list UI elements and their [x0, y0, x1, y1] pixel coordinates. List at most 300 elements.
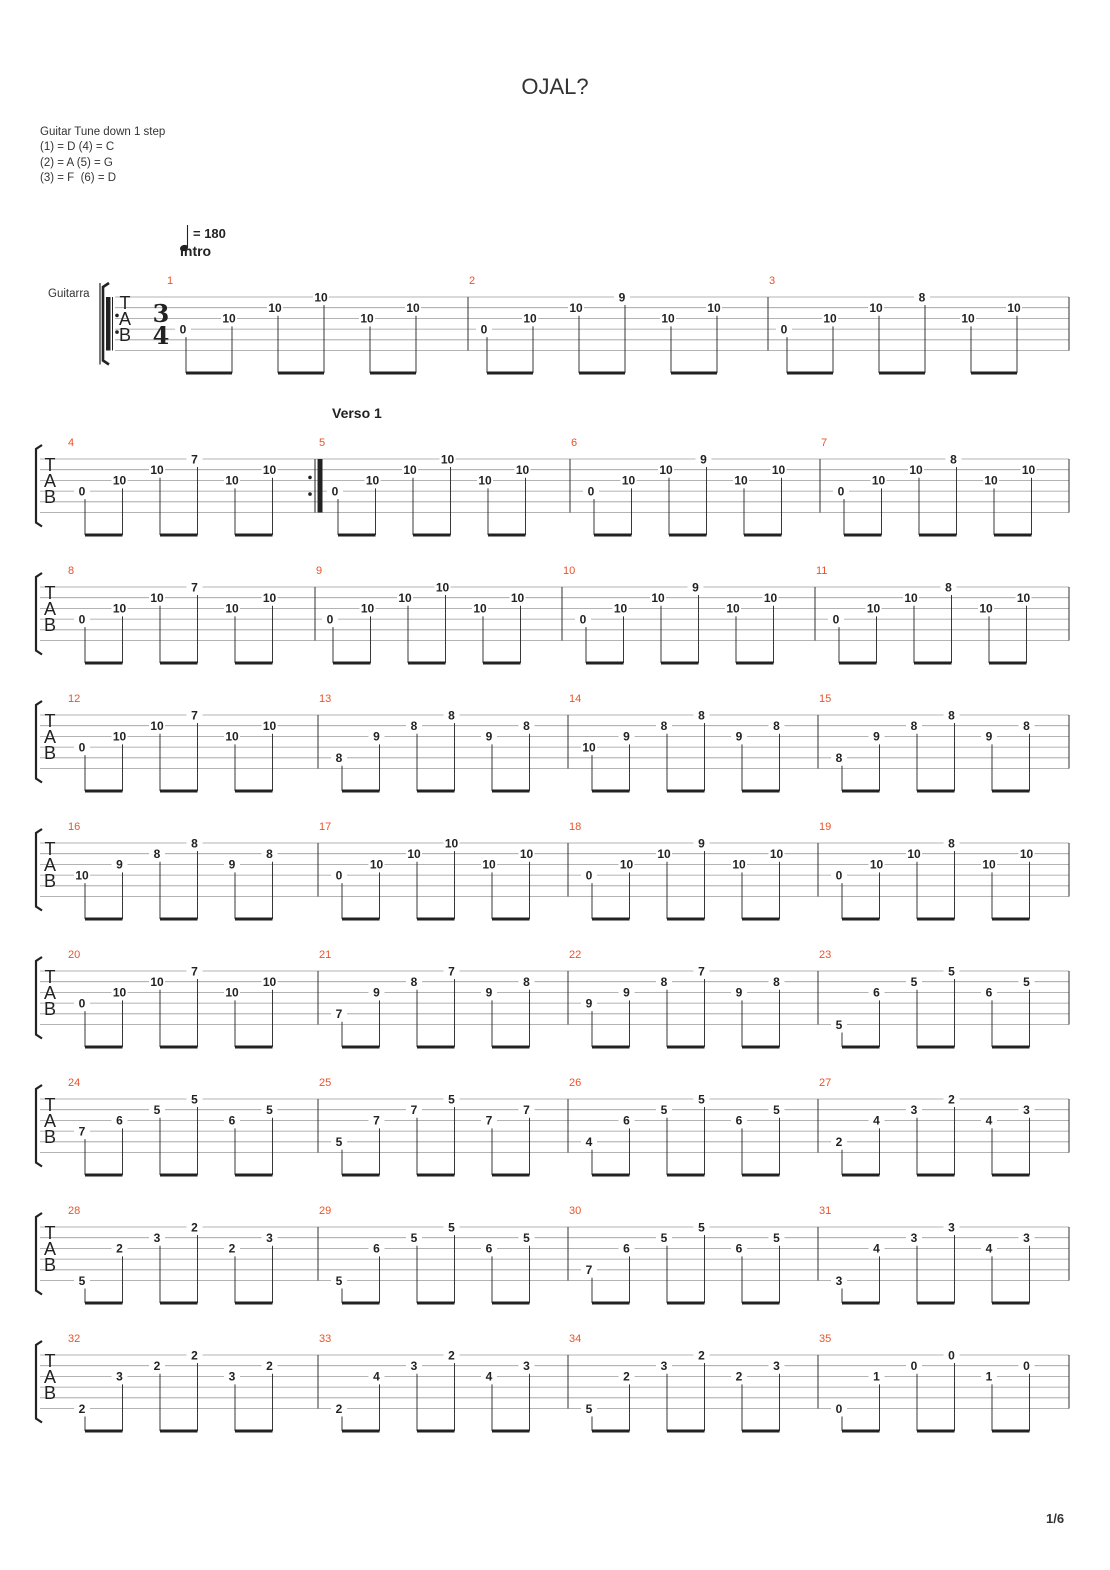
- note-beam: [842, 1174, 880, 1177]
- fret-number: 5: [773, 1231, 780, 1245]
- note-beam: [492, 1046, 530, 1049]
- fret-number: 0: [585, 868, 593, 883]
- tab-clef-letter: T: [119, 293, 131, 313]
- note-beam: [235, 1046, 273, 1049]
- tuning-line: (2) = A (5) = G: [40, 156, 113, 169]
- note-beam: [408, 662, 446, 665]
- tab-clef-letter: T: [44, 839, 56, 859]
- fret-number: 8: [698, 708, 705, 723]
- note-beam: [592, 1174, 630, 1177]
- measure-number: 18: [569, 821, 582, 833]
- repeat-dot: [115, 330, 119, 334]
- fret-number: 7: [191, 708, 198, 723]
- fret-number: 10: [398, 591, 412, 605]
- fret-number: 10: [1021, 463, 1036, 477]
- note-beam: [342, 790, 380, 793]
- fret-number: 10: [262, 719, 277, 733]
- note-beam: [85, 790, 123, 793]
- tuning-line: (1) = D (4) = C: [40, 141, 115, 154]
- note-beam: [992, 790, 1030, 793]
- note-beam: [661, 662, 699, 665]
- repeat-thick-bar: [318, 459, 323, 513]
- fret-number: 8: [335, 751, 343, 766]
- note-beam: [667, 790, 705, 793]
- fret-number: 8: [945, 580, 952, 595]
- note-beam: [85, 1430, 123, 1433]
- fret-number: 10: [222, 311, 236, 326]
- fret-number: 8: [410, 975, 418, 989]
- fret-number: 10: [112, 473, 127, 488]
- measure-number: 30: [569, 1205, 582, 1217]
- tab-clef-letter: T: [44, 583, 56, 603]
- fret-number: 10: [707, 301, 721, 315]
- fret-number: 10: [406, 301, 420, 315]
- note-beam: [742, 1046, 780, 1049]
- note-beam: [742, 1302, 780, 1305]
- fret-number: 8: [773, 975, 780, 989]
- fret-number: 10: [360, 311, 374, 326]
- measure-number: 35: [819, 1333, 832, 1345]
- fret-number: 10: [268, 301, 282, 315]
- tab-clef-letter: A: [43, 599, 57, 619]
- tab-clef-letter: T: [44, 455, 56, 475]
- note-beam: [742, 1174, 780, 1177]
- fret-number: 10: [478, 473, 492, 488]
- fret-number: 8: [448, 708, 455, 723]
- note-beam: [487, 372, 533, 375]
- system-bracket: [36, 829, 42, 911]
- fret-number: 2: [116, 1241, 123, 1256]
- fret-number: 7: [335, 1007, 343, 1022]
- fret-number: 2: [735, 1369, 743, 1384]
- note-beam: [592, 790, 630, 793]
- note-beam: [989, 662, 1027, 665]
- fret-number: 0: [579, 612, 587, 627]
- fret-number: 9: [700, 452, 707, 467]
- fret-number: 10: [869, 301, 883, 315]
- fret-number: 10: [569, 301, 583, 315]
- fret-number: 10: [771, 463, 786, 477]
- note-beam: [592, 1302, 630, 1305]
- tab-clef-letter: B: [43, 871, 57, 891]
- note-beam: [160, 1430, 198, 1433]
- fret-number: 8: [410, 719, 418, 733]
- fret-number: 7: [191, 580, 198, 595]
- note-beam: [842, 790, 880, 793]
- fret-number: 4: [873, 1241, 880, 1256]
- tab-clef-letter: B: [43, 1255, 57, 1275]
- fret-number: 9: [228, 857, 236, 872]
- note-beam: [413, 534, 451, 537]
- fret-number: 10: [661, 311, 675, 326]
- page-number: 1/6: [1046, 1511, 1065, 1526]
- note-beam: [914, 662, 952, 665]
- fret-number: 5: [410, 1231, 418, 1245]
- note-beam: [235, 662, 273, 665]
- fret-number: 5: [698, 1092, 705, 1107]
- fret-number: 8: [523, 719, 530, 733]
- fret-number: 5: [153, 1103, 161, 1117]
- measure-number: 12: [68, 693, 81, 705]
- measure-number: 22: [569, 949, 582, 961]
- section-label: Verso 1: [332, 405, 382, 421]
- measure-number: 33: [319, 1333, 332, 1345]
- fret-number: 10: [510, 591, 525, 605]
- measure-number: 4: [68, 437, 75, 449]
- note-beam: [235, 1174, 273, 1177]
- fret-number: 10: [150, 591, 164, 605]
- fret-number: 10: [907, 847, 921, 861]
- tab-clef-letter: B: [43, 743, 57, 763]
- note-beam: [85, 1046, 123, 1049]
- fret-number: 2: [191, 1348, 198, 1363]
- time-signature-top: 3: [152, 299, 170, 328]
- note-beam: [160, 1046, 198, 1049]
- note-beam: [742, 1430, 780, 1433]
- fret-number: 10: [314, 290, 328, 305]
- tab-clef-letter: T: [44, 1095, 56, 1115]
- fret-number: 2: [623, 1369, 630, 1384]
- note-beam: [736, 662, 774, 665]
- note-beam: [917, 790, 955, 793]
- fret-number: 9: [618, 290, 626, 305]
- note-beam: [842, 918, 880, 921]
- note-beam: [160, 662, 198, 665]
- fret-number: 3: [660, 1359, 668, 1373]
- fret-number: 7: [191, 452, 198, 467]
- fret-number: 0: [179, 322, 187, 337]
- fret-number: 2: [153, 1359, 161, 1373]
- note-beam: [669, 534, 707, 537]
- tab-clef-letter: A: [118, 309, 132, 329]
- tuning-header: Guitar Tune down 1 step: [40, 126, 166, 138]
- fret-number: 10: [909, 463, 923, 477]
- fret-number: 8: [191, 836, 198, 851]
- fret-number: 4: [485, 1369, 493, 1384]
- note-beam: [492, 918, 530, 921]
- note-beam: [917, 1046, 955, 1049]
- note-beam: [85, 1174, 123, 1177]
- fret-number: 10: [225, 473, 239, 488]
- tempo-marking: = 180: [193, 226, 226, 241]
- fret-number: 4: [373, 1369, 380, 1384]
- measure-number: 29: [319, 1205, 332, 1217]
- note-beam: [278, 372, 324, 375]
- fret-number: 10: [979, 601, 993, 616]
- fret-number: 10: [871, 473, 886, 488]
- fret-number: 9: [873, 729, 880, 744]
- fret-number: 6: [485, 1241, 493, 1256]
- measure-number: 16: [68, 821, 81, 833]
- system-bracket: [36, 1085, 42, 1167]
- tab-clef-letter: B: [43, 999, 57, 1019]
- fret-number: 10: [150, 719, 164, 733]
- note-beam: [994, 534, 1032, 537]
- note-beam: [160, 918, 198, 921]
- note-beam: [417, 790, 455, 793]
- fret-number: 8: [153, 847, 161, 861]
- note-beam: [417, 1430, 455, 1433]
- tab-clef-letter: T: [44, 1223, 56, 1243]
- measure-number: 19: [819, 821, 832, 833]
- note-beam: [333, 662, 371, 665]
- repeat-dot: [308, 492, 312, 496]
- note-beam: [483, 662, 521, 665]
- fret-number: 10: [444, 836, 459, 851]
- fret-number: 5: [910, 975, 918, 989]
- fret-number: 10: [75, 868, 89, 883]
- fret-number: 10: [659, 463, 673, 477]
- note-beam: [667, 1174, 705, 1177]
- note-beam: [160, 1302, 198, 1305]
- fret-number: 0: [78, 612, 86, 627]
- tab-clef-letter: A: [43, 1367, 57, 1387]
- fret-number: 10: [732, 857, 746, 872]
- fret-number: 2: [335, 1401, 343, 1416]
- fret-number: 9: [585, 996, 593, 1011]
- measure-number: 14: [569, 693, 582, 705]
- fret-number: 3: [948, 1220, 955, 1235]
- note-beam: [342, 1302, 380, 1305]
- measure-number: 21: [319, 949, 332, 961]
- fret-number: 2: [448, 1348, 455, 1363]
- fret-number: 7: [698, 964, 705, 979]
- fret-number: 0: [948, 1348, 955, 1363]
- note-beam: [917, 1430, 955, 1433]
- fret-number: 5: [698, 1220, 705, 1235]
- fret-number: 0: [78, 484, 86, 499]
- fret-number: 9: [485, 729, 493, 744]
- tab-clef-letter: B: [118, 325, 132, 345]
- fret-number: 10: [982, 857, 996, 872]
- fret-number: 6: [228, 1113, 236, 1128]
- note-beam: [342, 1430, 380, 1433]
- note-beam: [235, 1430, 273, 1433]
- tab-clef-letter: A: [43, 983, 57, 1003]
- fret-number: 10: [823, 311, 837, 326]
- fret-number: 3: [1023, 1103, 1030, 1117]
- fret-number: 10: [365, 473, 380, 488]
- fret-number: 3: [116, 1369, 123, 1384]
- fret-number: 2: [191, 1220, 198, 1235]
- fret-number: 10: [262, 591, 277, 605]
- fret-number: 0: [910, 1359, 918, 1373]
- measure-number: 1: [167, 275, 174, 287]
- note-beam: [186, 372, 232, 375]
- fret-number: 7: [191, 964, 198, 979]
- note-beam: [592, 1430, 630, 1433]
- note-beam: [235, 534, 273, 537]
- fret-number: 8: [523, 975, 530, 989]
- fret-number: 9: [735, 729, 743, 744]
- fret-number: 8: [835, 751, 843, 766]
- fret-number: 2: [228, 1241, 236, 1256]
- fret-number: 10: [515, 463, 530, 477]
- note-beam: [160, 790, 198, 793]
- fret-number: 10: [150, 463, 164, 477]
- tab-clef-letter: T: [44, 1351, 56, 1371]
- fret-number: 5: [585, 1401, 593, 1416]
- note-beam: [417, 1174, 455, 1177]
- note-beam: [671, 372, 717, 375]
- repeat-dot: [308, 476, 312, 480]
- fret-number: 0: [780, 322, 788, 337]
- fret-number: 7: [373, 1113, 380, 1128]
- note-beam: [417, 1046, 455, 1049]
- fret-number: 7: [410, 1103, 418, 1117]
- fret-number: 8: [1023, 719, 1030, 733]
- tab-clef-letter: A: [43, 1111, 57, 1131]
- measure-number: 13: [319, 693, 332, 705]
- fret-number: 10: [519, 847, 534, 861]
- fret-number: 10: [1016, 591, 1031, 605]
- note-beam: [839, 662, 877, 665]
- fret-number: 0: [78, 996, 86, 1011]
- fret-number: 2: [948, 1092, 955, 1107]
- fret-number: 0: [1023, 1359, 1030, 1373]
- fret-number: 7: [78, 1124, 86, 1139]
- note-beam: [370, 372, 416, 375]
- fret-number: 10: [657, 847, 671, 861]
- measure-number: 15: [819, 693, 832, 705]
- fret-number: 3: [266, 1231, 273, 1245]
- system-bracket: [36, 573, 42, 655]
- fret-number: 2: [698, 1348, 705, 1363]
- fret-number: 10: [262, 975, 277, 989]
- note-beam: [992, 1430, 1030, 1433]
- fret-number: 10: [407, 847, 421, 861]
- fret-number: 4: [985, 1241, 993, 1256]
- fret-number: 9: [116, 857, 123, 872]
- fret-number: 5: [660, 1103, 668, 1117]
- note-beam: [85, 534, 123, 537]
- note-beam: [667, 1430, 705, 1433]
- fret-number: 10: [904, 591, 918, 605]
- fret-number: 5: [448, 1220, 455, 1235]
- fret-number: 6: [873, 985, 880, 1000]
- tab-clef-letter: A: [43, 1239, 57, 1259]
- fret-number: 9: [735, 985, 743, 1000]
- measure-number: 23: [819, 949, 832, 961]
- fret-number: 6: [985, 985, 993, 1000]
- note-beam: [919, 534, 957, 537]
- fret-number: 0: [480, 322, 488, 337]
- measure-number: 5: [319, 437, 326, 449]
- fret-number: 10: [734, 473, 748, 488]
- fret-number: 5: [948, 964, 955, 979]
- note-beam: [586, 662, 624, 665]
- note-beam: [342, 1046, 380, 1049]
- measure-number: 3: [769, 275, 776, 287]
- repeat-thick-bar: [106, 297, 111, 351]
- fret-number: 5: [448, 1092, 455, 1107]
- note-beam: [492, 1174, 530, 1177]
- tab-clef-letter: B: [43, 487, 57, 507]
- system-bracket: [36, 701, 42, 783]
- fret-number: 9: [985, 729, 993, 744]
- note-beam: [667, 1302, 705, 1305]
- note-beam: [492, 790, 530, 793]
- fret-number: 10: [112, 985, 127, 1000]
- fret-number: 10: [225, 601, 239, 616]
- system-bracket: [36, 957, 42, 1039]
- tab-clef-letter: A: [43, 855, 57, 875]
- measure-number: 7: [821, 437, 828, 449]
- fret-number: 10: [440, 452, 455, 467]
- time-signature-bottom: 4: [152, 321, 170, 350]
- fret-number: 2: [266, 1359, 273, 1373]
- note-beam: [879, 372, 925, 375]
- note-beam: [992, 1302, 1030, 1305]
- note-beam: [235, 790, 273, 793]
- fret-number: 10: [619, 857, 634, 872]
- fret-number: 10: [869, 857, 884, 872]
- fret-number: 10: [961, 311, 975, 326]
- note-beam: [492, 1302, 530, 1305]
- tab-clef-letter: A: [43, 471, 57, 491]
- note-beam: [488, 534, 526, 537]
- fret-number: 3: [773, 1359, 780, 1373]
- fret-number: 10: [651, 591, 665, 605]
- fret-number: 5: [835, 1017, 843, 1032]
- note-beam: [338, 534, 376, 537]
- fret-number: 3: [153, 1231, 161, 1245]
- measure-number: 10: [563, 565, 576, 577]
- note-beam: [917, 1302, 955, 1305]
- tab-clef-letter: B: [43, 1383, 57, 1403]
- fret-number: 5: [335, 1273, 343, 1288]
- fret-number: 1: [985, 1369, 993, 1384]
- system-bracket: [36, 445, 42, 527]
- measure-number: 32: [68, 1333, 81, 1345]
- fret-number: 10: [482, 857, 496, 872]
- tuning-line: (3) = F (6) = D: [40, 171, 117, 184]
- fret-number: 5: [523, 1231, 530, 1245]
- fret-number: 5: [773, 1103, 780, 1117]
- note-beam: [917, 918, 955, 921]
- note-beam: [742, 918, 780, 921]
- fret-number: 6: [116, 1113, 123, 1128]
- fret-number: 7: [523, 1103, 530, 1117]
- fret-number: 10: [984, 473, 998, 488]
- note-beam: [992, 1046, 1030, 1049]
- note-beam: [342, 918, 380, 921]
- note-beam: [992, 918, 1030, 921]
- fret-number: 8: [950, 452, 957, 467]
- fret-number: 10: [1007, 301, 1021, 315]
- note-beam: [742, 790, 780, 793]
- fret-number: 4: [985, 1113, 993, 1128]
- measure-number: 2: [469, 275, 476, 287]
- fret-number: 7: [448, 964, 455, 979]
- note-beam: [842, 1430, 880, 1433]
- fret-number: 10: [112, 601, 127, 616]
- fret-number: 10: [763, 591, 778, 605]
- fret-number: 3: [523, 1359, 530, 1373]
- note-beam: [842, 1302, 880, 1305]
- fret-number: 10: [225, 729, 239, 744]
- fret-number: 7: [485, 1113, 493, 1128]
- fret-number: 2: [835, 1135, 843, 1150]
- fret-number: 6: [735, 1113, 743, 1128]
- fret-number: 9: [623, 985, 630, 1000]
- note-beam: [160, 534, 198, 537]
- fret-number: 8: [266, 847, 273, 861]
- fret-number: 10: [435, 580, 450, 595]
- fret-number: 8: [948, 708, 955, 723]
- song-title: OJAL?: [521, 74, 589, 99]
- measure-number: 6: [571, 437, 578, 449]
